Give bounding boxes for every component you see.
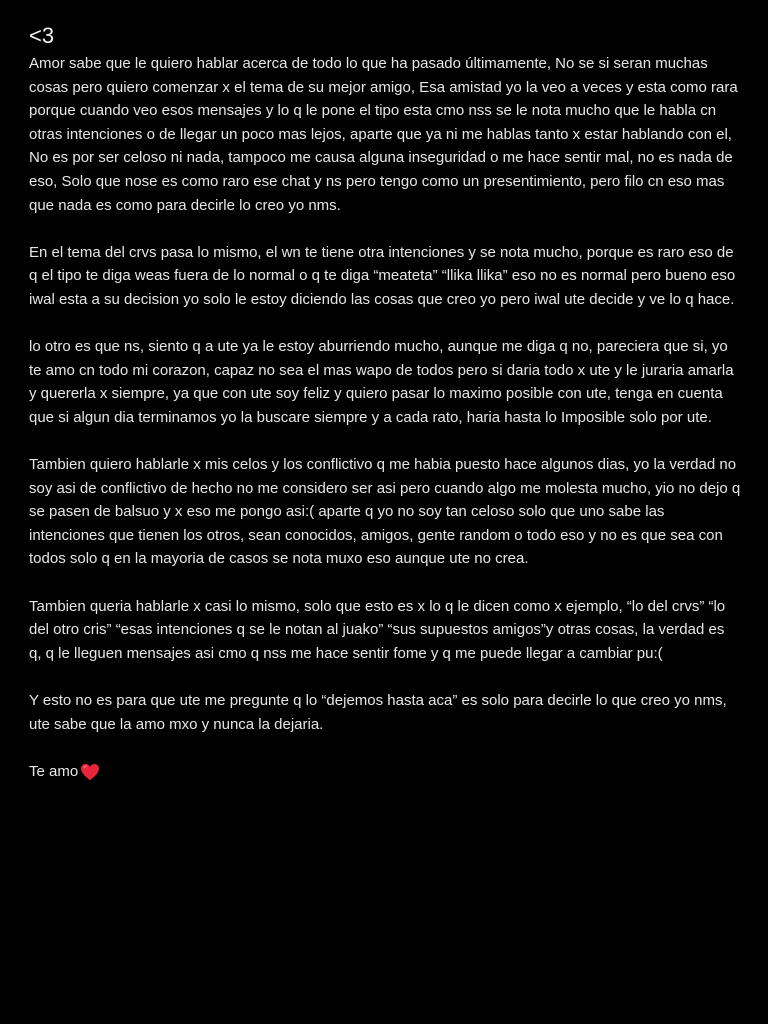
note-content — [29, 22, 741, 783]
paragraph-3: lo otro es que ns, siento q a ute ya le estoy aburriendo mucho, aunque me diga q no, pareciera que si, yo te amo cn todo mi corazon, capaz no sea el mas wapo de todos pero si daria todo x ute y le juraria amarla y quererla x siempre, ya que con ute soy feliz y quiero pasar lo maximo posible con ute, tenga en cuenta que si algun dia terminamos yo la buscare siempre y a cada rato, haria hasta lo Imposible solo por ute. — [29, 338, 734, 426]
note-title: <3 — [29, 23, 55, 48]
red-heart-icon — [80, 763, 100, 781]
paragraph-6: Y esto no es para que ute me pregunte q lo “dejemos hasta aca” es solo para decirle lo que creo yo nms, ute sabe que la amo mxo y nunca la dejaria. — [29, 692, 727, 733]
paragraph-gap — [29, 571, 741, 595]
paragraph-1: Amor sabe que le quiero hablar acerca de todo lo que ha pasado últimamente, No se si seran muchas cosas pero quiero comenzar x el tema de su mejor amigo, Esa amistad yo la veo a veces y esta como rara porque cuando veo esos mensajes y lo q le pone el tipo esta cmo nss se le nota mucho que le habla cn otras intenciones o de llegar un poco mas lejos, aparte que ya ni me hablas tanto x estar hablando con el, No es por ser celoso ni nada, tampoco me causa alguna inseguridad o me hace sentir mal, no es nada de eso, Solo que nose es como raro ese chat y ns pero tengo como un presentimiento, pero filo cn eso mas que nada es como para decirle lo creo yo nms. — [29, 55, 738, 214]
paragraph-gap — [29, 312, 741, 336]
paragraph-gap — [29, 665, 741, 689]
sign-off — [29, 760, 741, 784]
paragraph-4: Tambien quiero hablarle x mis celos y los conflictivo q me habia puesto hace algunos dias, yo la verdad no soy asi de conflictivo de hecho no me considero ser asi pero cuando algo me molesta mucho, yio no dejo q se pasen de balsuo y x eso me pongo asi:( aparte q yo no soy tan celoso solo que uno sabe las intenciones que tienen los otros, sean conocidos, amigos, gente random o todo eso y no es que sea con todos solo q en la mayoria de casos se nota muxo eso aunque ute no crea. — [29, 456, 741, 568]
paragraph-gap — [29, 736, 741, 760]
paragraph-gap — [29, 217, 741, 241]
sign-off-text: Te amo — [29, 762, 79, 780]
paragraph-5: Tambien queria hablarle x casi lo mismo, solo que esto es x lo q le dicen como x ejemplo, “lo del crvs” “lo del otro cris” “esas intenciones q se le notan al juako” “sus supuestos amigos”y otras cosas, la verdad es q, q le lleguen mensajes asi cmo q nss me hace sentir fome y q me puede llegar a cambiar pu:( — [29, 597, 726, 662]
paragraph-gap — [29, 430, 741, 454]
paragraph-2: En el tema del crvs pasa lo mismo, el wn te tiene otra intenciones y se nota mucho, porque es raro eso de q el tipo te diga weas fuera de lo normal o q te diga “meateta” “llika llika” eso no es normal pero bueno eso iwal esta a su decision yo solo le estoy diciendo las cosas que creo yo pero iwal ute decide y ve lo q hace. — [29, 243, 736, 308]
